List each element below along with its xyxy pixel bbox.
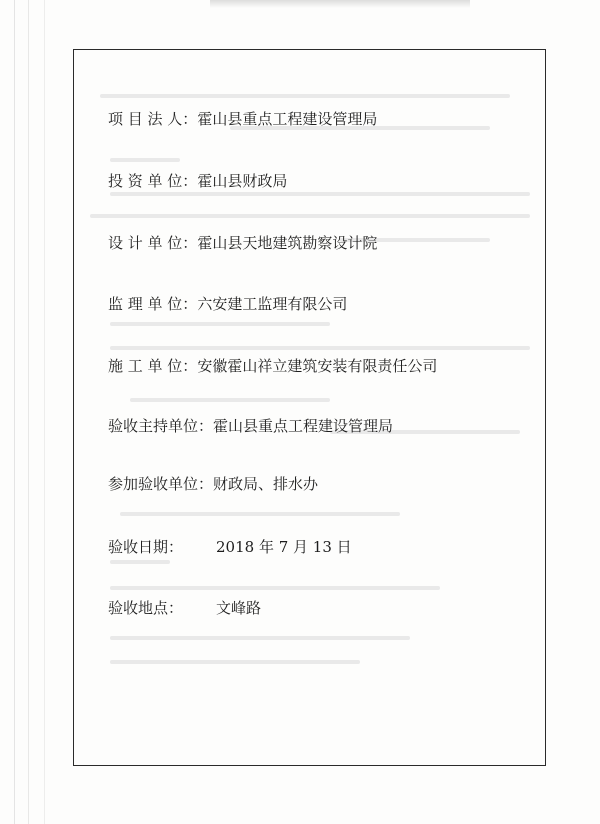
field-investor — [108, 170, 287, 191]
bleed-through-line — [90, 214, 530, 218]
field-label: 投 资 单 位： — [108, 172, 198, 190]
field-contractor — [108, 355, 437, 376]
field-label: 验收地点： — [108, 599, 184, 617]
scan-edge-shadow — [44, 0, 45, 824]
field-label: 验收日期： — [108, 538, 184, 556]
field-project-owner — [108, 108, 377, 129]
field-acceptance-host — [108, 415, 393, 436]
field-designer — [108, 232, 377, 253]
bleed-through-line — [110, 322, 330, 326]
field-label: 验收主持单位： — [108, 417, 214, 435]
field-label: 监 理 单 位： — [108, 295, 198, 313]
field-acceptance-participants — [108, 473, 318, 494]
scan-edge-shadow — [28, 0, 29, 824]
bleed-through-line — [110, 158, 180, 162]
bleed-through-line — [110, 192, 530, 196]
field-value: 霍山县财政局 — [197, 172, 288, 190]
field-value: 霍山县天地建筑勘察设计院 — [197, 234, 378, 252]
field-acceptance-location — [108, 597, 261, 618]
bleed-through-line — [110, 636, 410, 640]
field-label: 设 计 单 位： — [108, 234, 198, 252]
bleed-through-line — [110, 586, 440, 590]
bleed-through-line — [120, 512, 400, 516]
bleed-through-line — [110, 660, 360, 664]
field-acceptance-date — [108, 536, 352, 557]
field-value: 财政局、排水办 — [213, 475, 319, 493]
field-value: 六安建工监理有限公司 — [197, 295, 348, 313]
field-label: 项 目 法 人： — [108, 110, 198, 128]
field-value: 安徽霍山祥立建筑安装有限责任公司 — [197, 357, 438, 375]
field-value: 2018 年 7 月 13 日 — [216, 538, 352, 556]
bleed-through-line — [110, 346, 530, 350]
bleed-through-line — [130, 398, 330, 402]
field-value: 霍山县重点工程建设管理局 — [213, 417, 394, 435]
field-value: 文峰路 — [216, 599, 262, 617]
bleed-through-line — [100, 94, 510, 98]
page-border-frame — [73, 49, 546, 766]
scan-edge-shadow — [14, 0, 15, 824]
bleed-through-line — [110, 560, 170, 564]
field-value: 霍山县重点工程建设管理局 — [197, 110, 378, 128]
scan-top-smudge — [210, 0, 470, 8]
field-supervisor — [108, 293, 347, 314]
field-label: 施 工 单 位： — [108, 357, 198, 375]
field-label: 参加验收单位： — [108, 475, 214, 493]
